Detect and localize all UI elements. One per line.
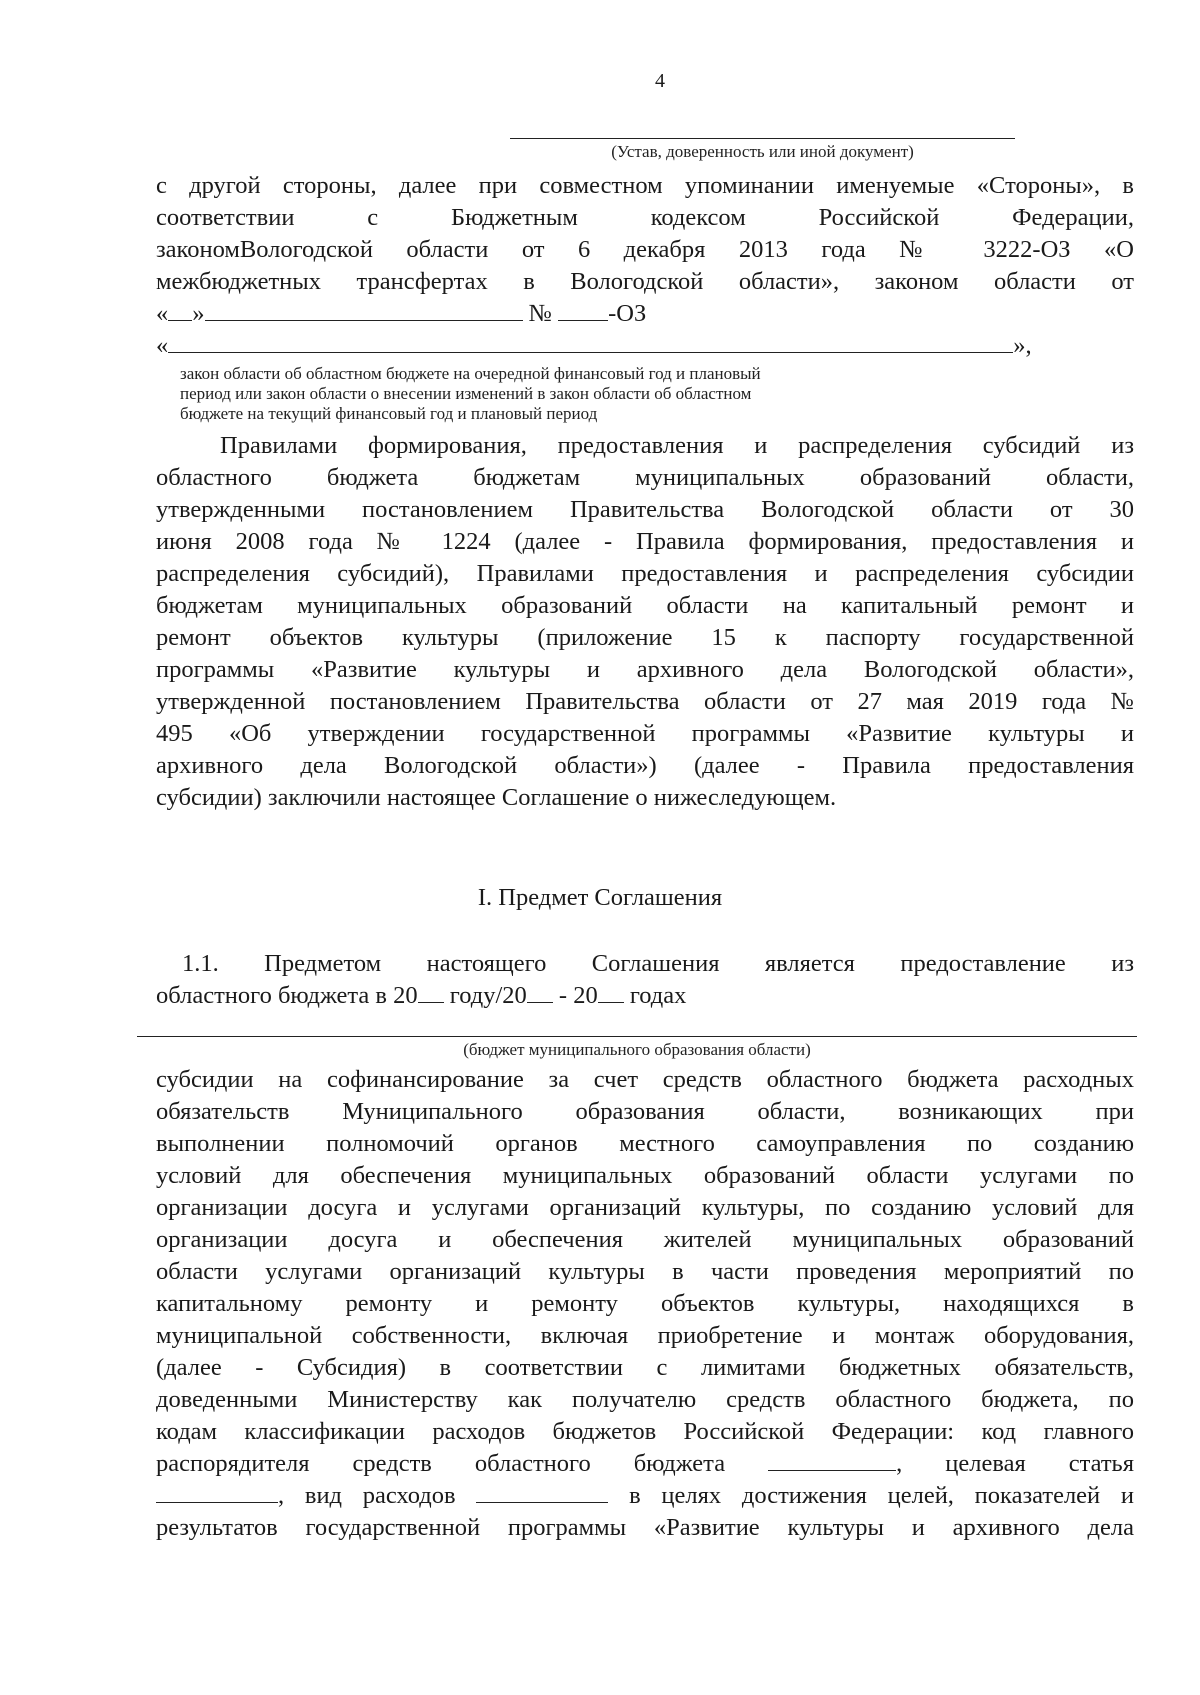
text-fragment: областного бюджета в 20: [156, 982, 418, 1009]
text-fragment: , целевая статья: [896, 1450, 1134, 1477]
quote-open: «: [156, 300, 169, 327]
law-number-blank: [558, 298, 608, 321]
paragraph-subsidy: [156, 1064, 1134, 1544]
text-line: субсидии) заключили настоящее Соглашение о нижеследующем.: [156, 784, 837, 811]
text-line: утвержденными постановлением Правительства Вологодской области от 30: [156, 496, 1134, 523]
text-line: утвержденной постановлением Правительства области от 27 мая 2019 года №: [156, 688, 1134, 715]
text-fragment: в целях достижения целей, показателей и: [608, 1482, 1135, 1509]
text-line: (далее - Субсидия) в соответствии с лимитами бюджетных обязательств,: [156, 1354, 1134, 1381]
paragraph-intro: [156, 170, 1134, 330]
text-line: условий для обеспечения муниципальных образований области услугами по: [156, 1162, 1134, 1189]
quote-close: »: [192, 300, 205, 327]
year-blank: [418, 980, 444, 1003]
law-date-line: [156, 298, 1134, 330]
text-line: кодам классификации расходов бюджетов Российской Федерации: код главного: [156, 1418, 1134, 1445]
text-line: организации досуга и обеспечения жителей муниципальных образований: [156, 1226, 1134, 1253]
text-line: программы «Развитие культуры и архивного дела Вологодской области»,: [156, 656, 1134, 683]
expense-type-blank: [476, 1480, 608, 1503]
caption-line: период или закон области о внесении изменений в закон области об областном: [180, 384, 752, 403]
text-line: ремонт объектов культуры (приложение 15 к паспорту государственной: [156, 624, 1134, 651]
text-line: соответствии с Бюджетным кодексом Российской Федерации,: [156, 204, 1134, 231]
text-line: муниципальной собственности, включая приобретение и монтаж оборудования,: [156, 1322, 1134, 1349]
section-title: I. Предмет Соглашения: [477, 884, 723, 911]
text-line: капитальному ремонту и ремонту объектов культуры, находящихся в: [156, 1290, 1134, 1317]
text-line: доведенными Министерству как получателю средств областного бюджета, по: [156, 1386, 1134, 1413]
law-name-blank: [168, 330, 1013, 353]
text-line: архивного дела Вологодской области») (далее - Правила предоставления: [156, 752, 1134, 779]
paragraph-rules: [156, 430, 1134, 814]
caption-law: [180, 364, 970, 424]
text-line: областного бюджета бюджетам муниципальных образований области,: [156, 464, 1134, 491]
text-line: выполнении полномочий органов местного самоуправления по созданию: [156, 1130, 1134, 1157]
kbk-line: [156, 1448, 1134, 1480]
quote-open: «: [156, 332, 169, 359]
text-line: обязательств Муниципального образования области, возникающих при: [156, 1098, 1134, 1125]
text-line: результатов государственной программы «Развитие культуры и архивного дела: [156, 1514, 1134, 1541]
number-sign: №: [528, 300, 553, 327]
quote-close: »,: [1013, 332, 1032, 359]
year-blank: [598, 980, 624, 1003]
chief-admin-code-blank: [768, 1448, 896, 1471]
text-line: организации досуга и услугами организаций культуры, по созданию условий для: [156, 1194, 1134, 1221]
text-line: июня 2008 года № 1224 (далее - Правила формирования, предоставления и: [156, 528, 1134, 555]
text-fragment: году/20: [443, 982, 527, 1009]
year-blank: [527, 980, 553, 1003]
text-fragment: распорядителя средств областного бюджета: [156, 1450, 726, 1477]
signature-blank-line: [510, 138, 1015, 139]
caption-budget: (бюджет муниципального образования области): [463, 1040, 811, 1059]
budget-blank-line: [137, 1036, 1137, 1037]
text-line: субсидии на софинансирование за счет средств областного бюджета расходных: [156, 1066, 1134, 1093]
text-fragment: годах: [623, 982, 687, 1009]
text-line: области услугами организаций культуры в части проведения мероприятий по: [156, 1258, 1134, 1285]
text-line: закономВологодской области от 6 декабря 2013 года № 3222-ОЗ «О: [156, 236, 1134, 263]
text-line: межбюджетных трансфертах в Вологодской области», законом области от: [156, 268, 1134, 295]
years-line: [156, 980, 1134, 1012]
month-year-blank: [205, 298, 523, 321]
caption-line: закон области об областном бюджете на очередной финансовый год и плановый: [180, 364, 761, 383]
law-name-line: [156, 330, 1056, 362]
text-line: 495 «Об утверждении государственной программы «Развитие культуры и: [156, 720, 1134, 747]
text-line: с другой стороны, далее при совместном упоминании именуемые «Стороны», в: [156, 172, 1134, 199]
caption-charter: (Устав, доверенность или иной документ): [611, 142, 914, 161]
text-line: 1.1. Предметом настоящего Соглашения является предоставление из: [182, 950, 1134, 977]
paragraph-subject: [156, 948, 1134, 1012]
page-number: 4: [655, 70, 665, 92]
text-fragment: - 20: [552, 982, 598, 1009]
text-line: Правилами формирования, предоставления и распределения субсидий из: [220, 432, 1134, 459]
text-line: бюджетам муниципальных образований области на капитальный ремонт и: [156, 592, 1134, 619]
text-line: распределения субсидий), Правилами предоставления и распределения субсидии: [156, 560, 1134, 587]
caption-line: бюджете на текущий финансовый год и плановый период: [180, 404, 598, 423]
target-article-blank: [156, 1480, 278, 1503]
day-blank: [168, 298, 192, 321]
law-suffix: -ОЗ: [608, 300, 647, 327]
expense-line: [156, 1480, 1134, 1512]
text-fragment: , вид расходов: [278, 1482, 456, 1509]
